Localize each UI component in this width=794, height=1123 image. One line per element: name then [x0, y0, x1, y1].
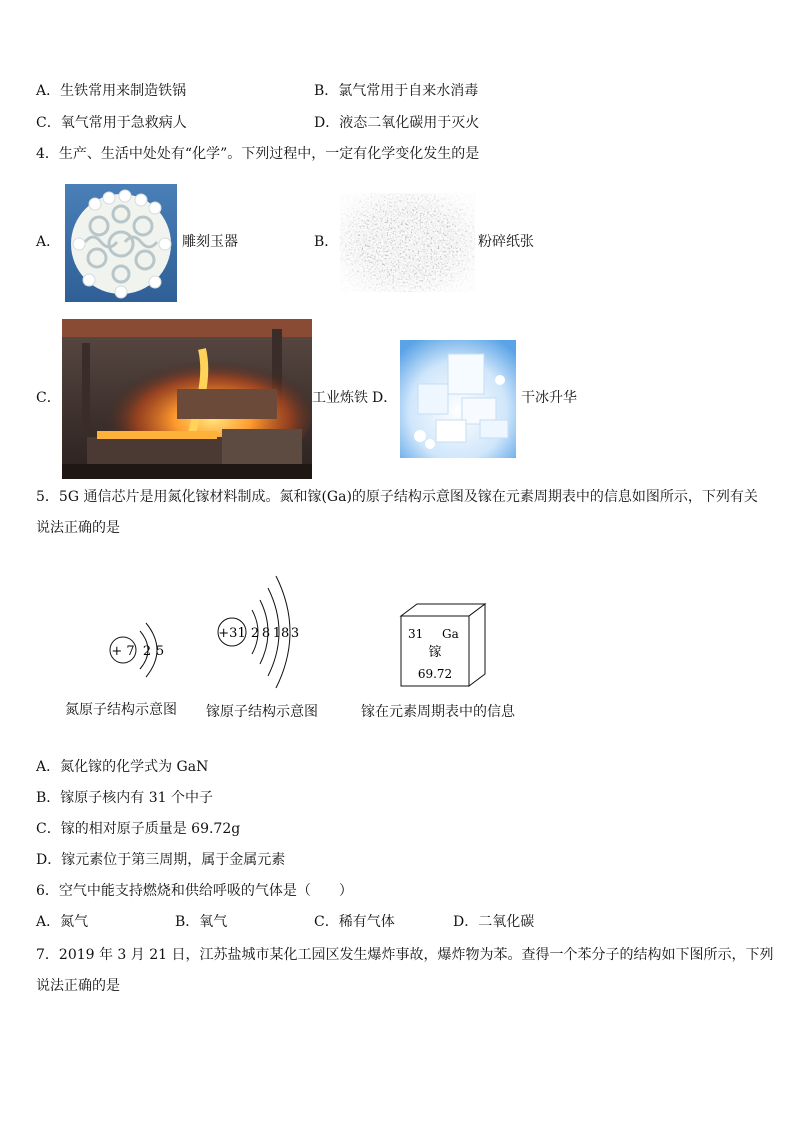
q5-option-d: D．镓元素位于第三周期，属于金属元素 [36, 852, 286, 868]
nitrogen-atom-diagram [100, 605, 180, 685]
q4-option-b-letter: B． [314, 234, 339, 250]
q4-option-c-caption: 工业炼铁 [312, 390, 368, 406]
q4-option-a-letter: A． [36, 234, 61, 250]
q4-option-d-caption: 干冰升华 [521, 390, 577, 406]
nitrogen-shell-2-electrons: 5 [155, 644, 165, 659]
atomic-mass: 69.72 [417, 667, 453, 681]
gallium-nucleus-label: +31 [218, 626, 246, 641]
iron-smelting-image [62, 319, 312, 479]
gallium-atom-diagram [210, 570, 310, 695]
periodic-cell-caption: 镓在元素周期表中的信息 [361, 704, 515, 720]
element-symbol: Ga [442, 627, 459, 641]
nitrogen-nucleus-label: + 7 [111, 644, 135, 659]
q5-stem-line-2: 说法正确的是 [36, 520, 120, 536]
nitrogen-shell-1-electrons: 2 [142, 644, 152, 659]
nitrogen-diagram-caption: 氮原子结构示意图 [65, 702, 177, 718]
q5-option-a: A．氮化镓的化学式为 GaN [36, 759, 209, 775]
gallium-shell-2-electrons: 8 [261, 626, 271, 641]
q3-option-d: D．液态二氧化碳用于灭火 [314, 115, 480, 131]
q3-option-b: B．氯气常用于自来水消毒 [314, 83, 479, 99]
gallium-diagram-caption: 镓原子结构示意图 [206, 704, 318, 720]
gallium-shell-3-electrons: 18 [272, 626, 290, 641]
q6-stem: 6．空气中能支持燃烧和供给呼吸的气体是（ ） [36, 883, 353, 899]
q6-option-c: C．稀有气体 [314, 914, 395, 930]
q7-stem-line-1: 7．2019 年 3 月 21 日，江苏盐城市某化工园区发生爆炸事故，爆炸物为苯。查得一个苯分子的结构如下图所示，下列 [36, 947, 774, 963]
periodic-table-cell [396, 600, 492, 692]
gallium-shell-1-electrons: 2 [250, 626, 260, 641]
q3-option-c: C．氧气常用于急救病人 [36, 115, 187, 131]
q4-option-d-letter: D． [372, 390, 398, 406]
q3-option-a: A．生铁常用来制造铁锅 [36, 83, 187, 99]
q6-option-d: D．二氧化碳 [453, 914, 535, 930]
q4-option-c-letter: C． [36, 390, 61, 406]
q5-stem-line-1: 5．5G 通信芯片是用氮化镓材料制成。氮和镓(Ga)的原子结构示意图及镓在元素周期表中的信息如图所示，下列有关 [36, 489, 758, 505]
q5-option-b: B．镓原子核内有 31 个中子 [36, 790, 214, 806]
carved-jade-image [65, 184, 177, 302]
q4-option-b-caption: 粉碎纸张 [478, 234, 534, 250]
q6-option-a: A．氮气 [36, 914, 89, 930]
element-name: 镓 [428, 645, 442, 660]
q7-stem-line-2: 说法正确的是 [36, 978, 120, 994]
q6-option-b: B．氧气 [175, 914, 228, 930]
atomic-number: 31 [408, 627, 424, 641]
shredded-paper-image [340, 193, 475, 292]
q5-option-c: C．镓的相对原子质量是 69.72g [36, 821, 241, 837]
gallium-shell-4-electrons: 3 [290, 626, 300, 641]
q4-stem: 4．生产、生活中处处有“化学”。下列过程中，一定有化学变化发生的是 [36, 146, 480, 162]
q4-option-a-caption: 雕刻玉器 [182, 234, 238, 250]
dry-ice-image [400, 340, 516, 458]
